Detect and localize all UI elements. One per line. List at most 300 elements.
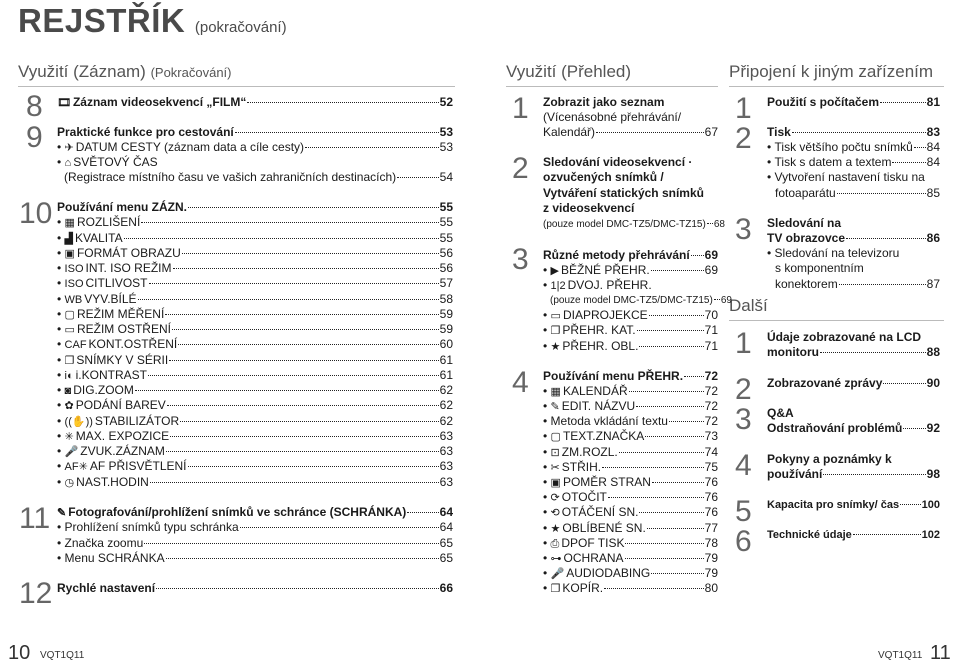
index-entry-text bbox=[543, 399, 635, 415]
entry-label: Praktické funkce pro cestování bbox=[57, 125, 234, 139]
entry-page-number: 52 bbox=[439, 95, 453, 109]
index-entry[interactable] bbox=[543, 369, 718, 384]
index-entry[interactable] bbox=[543, 248, 718, 263]
index-entry[interactable] bbox=[57, 276, 453, 292]
index-entry[interactable] bbox=[543, 110, 718, 125]
entry-label: s komponentním bbox=[775, 261, 864, 275]
chapter-number: 3 bbox=[512, 243, 529, 276]
entry-label: ZM.ROZL. bbox=[561, 445, 618, 459]
entry-page-number: 92 bbox=[926, 421, 940, 435]
dot-leader bbox=[637, 330, 704, 331]
index-entry-text bbox=[57, 292, 137, 308]
entry-page-number: 77 bbox=[704, 521, 718, 535]
dot-leader bbox=[148, 375, 439, 376]
dot-leader bbox=[305, 147, 439, 148]
index-entry[interactable] bbox=[57, 444, 453, 460]
index-entry-row bbox=[543, 217, 725, 232]
index-entry[interactable] bbox=[57, 200, 453, 215]
index-entry[interactable] bbox=[543, 308, 718, 324]
index-entry-row bbox=[57, 200, 453, 215]
chapter-number: 1 bbox=[512, 92, 529, 125]
entry-icon: ▦ bbox=[64, 217, 75, 229]
entry-page-number: 84 bbox=[926, 155, 940, 169]
entry-page-number: 76 bbox=[704, 475, 718, 489]
entry-icon: ⊶ bbox=[550, 553, 562, 565]
dot-leader bbox=[247, 102, 438, 103]
index-entry[interactable] bbox=[543, 429, 718, 445]
index-entry[interactable] bbox=[550, 293, 732, 308]
index-entry[interactable] bbox=[543, 399, 718, 415]
index-entry[interactable] bbox=[543, 263, 718, 279]
index-entry[interactable] bbox=[57, 581, 453, 596]
index-entry-row bbox=[767, 406, 940, 421]
entry-page-number: 84 bbox=[926, 140, 940, 154]
index-entry[interactable] bbox=[57, 536, 453, 551]
entry-page-number: 69 bbox=[720, 295, 732, 306]
entry-page-number: 102 bbox=[921, 529, 940, 541]
index-entry-text bbox=[57, 337, 177, 353]
entry-page-number: 65 bbox=[439, 536, 453, 550]
entry-icon: ❐ bbox=[550, 583, 561, 595]
index-entry-row bbox=[57, 155, 453, 171]
entry-label: VYV.BÍLÉ bbox=[84, 292, 137, 306]
index-entry-text bbox=[543, 125, 595, 140]
bullet: • bbox=[57, 261, 62, 275]
entry-icon: ▭ bbox=[550, 310, 561, 322]
entry-icon: ★ bbox=[550, 341, 561, 353]
dot-leader bbox=[651, 573, 703, 574]
document-code-left: VQT1Q11 bbox=[40, 650, 85, 661]
index-entry[interactable] bbox=[57, 429, 453, 445]
index-entry-row bbox=[543, 110, 718, 125]
index-entry[interactable] bbox=[57, 322, 453, 338]
bullet: • bbox=[543, 278, 548, 292]
entry-icon: i◐ bbox=[64, 370, 74, 382]
entry-icon: ▢ bbox=[64, 309, 75, 321]
index-entry[interactable] bbox=[57, 246, 453, 262]
index-entry[interactable] bbox=[767, 452, 940, 467]
dot-leader bbox=[649, 315, 704, 316]
bullet: • bbox=[543, 460, 548, 474]
entry-label: Tisk s datem a textem bbox=[774, 155, 892, 169]
entry-label: Sledování na bbox=[767, 216, 842, 230]
index-entry-row bbox=[57, 398, 453, 414]
dot-leader bbox=[707, 223, 713, 224]
entry-label: Používání menu ZÁZN. bbox=[57, 200, 188, 214]
bullet: • bbox=[57, 246, 62, 260]
index-entry-row bbox=[543, 384, 718, 400]
index-entry[interactable] bbox=[57, 475, 453, 491]
index-entry[interactable] bbox=[543, 125, 718, 140]
index-entry-row bbox=[543, 263, 718, 279]
entry-page-number: 88 bbox=[926, 345, 940, 359]
entry-label: AF PŘISVĚTLENÍ bbox=[89, 459, 187, 473]
page-title-sub: (pokračování) bbox=[194, 19, 287, 36]
index-entry-text bbox=[767, 345, 819, 360]
index-entry[interactable] bbox=[775, 186, 940, 201]
index-entry[interactable] bbox=[543, 339, 718, 355]
index-entry-row bbox=[543, 323, 718, 339]
entry-label: ROZLIŠENÍ bbox=[76, 215, 141, 229]
bullet: • bbox=[57, 383, 62, 397]
dot-leader bbox=[691, 255, 704, 256]
bullet: • bbox=[543, 581, 548, 595]
entry-page-number: 100 bbox=[921, 499, 940, 511]
section-rule bbox=[18, 86, 455, 87]
entry-page-number: 75 bbox=[704, 460, 718, 474]
entry-icon: ISO bbox=[64, 278, 84, 290]
index-entry-text bbox=[543, 170, 664, 185]
index-entry[interactable] bbox=[57, 353, 453, 369]
index-entry-row bbox=[543, 308, 718, 324]
entry-page-number: 72 bbox=[704, 399, 718, 413]
index-entry-text bbox=[543, 429, 644, 445]
index-entry-row bbox=[57, 261, 453, 277]
index-entry-row bbox=[57, 140, 453, 156]
entry-page-number: 59 bbox=[439, 307, 453, 321]
index-entry-text bbox=[57, 353, 168, 369]
dot-leader bbox=[602, 467, 704, 468]
index-entry-text bbox=[64, 170, 396, 185]
entry-page-number: 86 bbox=[926, 231, 940, 245]
index-entry[interactable] bbox=[543, 490, 718, 506]
dot-leader bbox=[820, 352, 926, 353]
entry-icon: ✎ bbox=[57, 507, 67, 519]
index-entry[interactable] bbox=[767, 170, 940, 185]
entry-icon: ❐ bbox=[64, 355, 75, 367]
entry-icon: AF✳ bbox=[64, 461, 88, 473]
entry-icon: WB bbox=[64, 294, 83, 306]
chapter-number: 6 bbox=[735, 525, 752, 558]
index-entry-text bbox=[57, 444, 165, 460]
dot-leader bbox=[124, 238, 439, 239]
bullet: • bbox=[57, 155, 62, 169]
index-entry-row bbox=[767, 246, 940, 261]
entry-page-number: 90 bbox=[926, 376, 940, 390]
dot-leader bbox=[652, 482, 704, 483]
entry-label: TEXT.ZNAČKA bbox=[562, 429, 645, 443]
index-entry[interactable] bbox=[57, 307, 453, 323]
entry-icon: 🎤 bbox=[64, 446, 79, 458]
dot-leader bbox=[149, 283, 439, 284]
index-entry-text bbox=[57, 140, 304, 156]
index-entry[interactable] bbox=[57, 520, 453, 535]
section-rule bbox=[729, 320, 944, 321]
entry-icon: ⌂ bbox=[64, 157, 72, 169]
index-entry-text bbox=[543, 95, 664, 110]
index-entry[interactable] bbox=[57, 215, 453, 231]
entry-icon: ▭ bbox=[64, 324, 75, 336]
index-entry[interactable] bbox=[57, 140, 453, 156]
entry-label: DPOF TISK bbox=[561, 536, 625, 550]
index-entry[interactable] bbox=[767, 95, 940, 110]
index-entry-row bbox=[57, 536, 453, 551]
dot-leader bbox=[853, 534, 921, 535]
bullet: • bbox=[57, 337, 62, 351]
index-entry[interactable] bbox=[57, 155, 453, 171]
bullet: • bbox=[543, 429, 548, 443]
entry-label: DATUM CESTY (záznam data a cíle cesty) bbox=[75, 140, 305, 154]
index-entry-text bbox=[543, 566, 650, 582]
index-entry[interactable] bbox=[543, 460, 718, 476]
index-entry[interactable] bbox=[543, 566, 718, 582]
index-entry[interactable] bbox=[57, 551, 453, 566]
entry-label: TV obrazovce bbox=[767, 231, 846, 245]
index-entry[interactable] bbox=[543, 581, 718, 597]
index-entry[interactable] bbox=[767, 330, 940, 345]
index-entry[interactable] bbox=[767, 406, 940, 421]
index-entry[interactable] bbox=[543, 505, 718, 521]
index-entry[interactable] bbox=[543, 217, 725, 232]
bullet: • bbox=[543, 399, 548, 413]
entry-icon: ✿ bbox=[64, 400, 74, 412]
section-heading-pripojeni: Připojení k jiným zařízením bbox=[729, 62, 934, 81]
index-entry[interactable] bbox=[767, 376, 940, 391]
index-entry-row bbox=[57, 383, 453, 399]
index-entry[interactable] bbox=[767, 155, 940, 170]
index-entry-row bbox=[543, 186, 718, 201]
entry-icon: ISO bbox=[64, 263, 84, 275]
index-entry-row bbox=[543, 248, 718, 263]
index-entry[interactable] bbox=[57, 95, 453, 111]
index-entry-text bbox=[57, 505, 406, 521]
index-entry-row bbox=[57, 551, 453, 566]
dot-leader bbox=[639, 512, 703, 513]
dot-leader bbox=[144, 543, 438, 544]
dot-leader bbox=[604, 588, 704, 589]
index-entry-row bbox=[543, 429, 718, 445]
index-entry-row bbox=[767, 140, 940, 155]
index-entry[interactable] bbox=[57, 261, 453, 277]
chapter-number: 3 bbox=[735, 213, 752, 246]
index-entry[interactable] bbox=[64, 170, 453, 185]
entry-label: BĚŽNÉ PŘEHR. bbox=[561, 263, 650, 277]
bullet: • bbox=[57, 459, 62, 473]
index-entry-row bbox=[543, 125, 718, 140]
bullet: • bbox=[543, 308, 548, 322]
bullet: • bbox=[57, 520, 62, 534]
page-number-left: 10 bbox=[8, 642, 31, 664]
index-entry-row bbox=[57, 581, 453, 596]
index-entry[interactable] bbox=[543, 95, 718, 110]
entry-icon: ▶ bbox=[550, 265, 560, 277]
index-entry[interactable] bbox=[543, 445, 718, 461]
entry-label: PŘEHR. KAT. bbox=[562, 323, 636, 337]
index-entry[interactable] bbox=[767, 246, 940, 261]
entry-label: Vytvoření nastavení tisku na bbox=[774, 170, 925, 184]
dot-leader bbox=[880, 102, 926, 103]
entry-page-number: 66 bbox=[439, 581, 453, 595]
dot-leader bbox=[645, 436, 703, 437]
bullet: • bbox=[57, 322, 62, 336]
index-entry[interactable] bbox=[57, 125, 453, 140]
index-entry-row bbox=[57, 429, 453, 445]
entry-label: Kapacita pro snímky/ čas bbox=[767, 499, 900, 511]
entry-label: DVOJ. PŘEHR. bbox=[567, 278, 652, 292]
index-entry-text bbox=[57, 322, 171, 338]
chapter-number: 1 bbox=[735, 92, 752, 125]
index-entry[interactable] bbox=[543, 475, 718, 491]
entry-page-number: 83 bbox=[926, 125, 940, 139]
entry-label: REŽIM MĚŘENÍ bbox=[76, 307, 165, 321]
index-entry[interactable] bbox=[543, 323, 718, 339]
dot-leader bbox=[823, 474, 925, 475]
dot-leader bbox=[165, 314, 438, 315]
index-entry[interactable] bbox=[767, 345, 940, 360]
index-entry[interactable] bbox=[57, 398, 453, 414]
entry-label: fotoaparátu bbox=[775, 186, 836, 200]
index-entry-row bbox=[767, 231, 940, 246]
entry-icon: ⟲ bbox=[550, 507, 560, 519]
entry-label: OTÁČENÍ SN. bbox=[561, 505, 639, 519]
index-entry[interactable] bbox=[767, 467, 940, 482]
bullet: • bbox=[543, 339, 548, 353]
index-entry[interactable] bbox=[543, 384, 718, 400]
entry-label: CITLIVOST bbox=[85, 276, 148, 290]
index-entry[interactable] bbox=[57, 505, 453, 521]
bullet: • bbox=[57, 368, 62, 382]
index-entry-row bbox=[57, 246, 453, 262]
entry-label: Prohlížení snímků typu schránka bbox=[64, 520, 239, 534]
entry-icon: 🎞 bbox=[57, 97, 71, 109]
index-entry-row bbox=[767, 498, 940, 513]
entry-label: SNÍMKY V SÉRII bbox=[76, 353, 169, 367]
dot-leader bbox=[837, 193, 926, 194]
index-entry-text bbox=[543, 186, 704, 201]
index-entry-text bbox=[57, 215, 140, 231]
index-entry-text bbox=[543, 384, 628, 400]
index-entry[interactable] bbox=[767, 528, 940, 543]
index-entry-row bbox=[543, 95, 718, 110]
index-entry[interactable] bbox=[543, 536, 718, 552]
index-entry[interactable] bbox=[767, 216, 940, 231]
entry-page-number: 61 bbox=[439, 353, 453, 367]
index-entry-text bbox=[767, 155, 891, 170]
index-entry-row bbox=[57, 337, 453, 353]
index-entry[interactable] bbox=[767, 231, 940, 246]
index-entry-text bbox=[775, 186, 836, 201]
index-entry[interactable] bbox=[775, 261, 940, 276]
index-entry-row bbox=[543, 460, 718, 476]
index-entry[interactable] bbox=[543, 521, 718, 537]
bullet: • bbox=[767, 155, 772, 169]
index-entry-text bbox=[57, 155, 158, 171]
index-entry-row bbox=[57, 444, 453, 460]
index-entry-text bbox=[543, 460, 601, 476]
index-entry[interactable] bbox=[543, 201, 718, 216]
index-entry[interactable] bbox=[543, 278, 718, 294]
bullet: • bbox=[543, 475, 548, 489]
entry-label: Kalendář) bbox=[543, 125, 596, 139]
index-entry[interactable] bbox=[775, 277, 940, 292]
chapter-number: 8 bbox=[26, 90, 43, 123]
dot-leader bbox=[170, 436, 439, 437]
index-entry-text bbox=[543, 339, 638, 355]
index-entry[interactable] bbox=[57, 231, 453, 247]
section-heading-dalsi: Další bbox=[729, 296, 768, 315]
index-entry-row bbox=[543, 536, 718, 552]
chapter-number: 3 bbox=[735, 403, 752, 436]
dot-leader bbox=[903, 428, 925, 429]
index-entry[interactable] bbox=[543, 551, 718, 567]
dot-leader bbox=[172, 329, 439, 330]
index-entry-row bbox=[543, 566, 718, 582]
index-entry[interactable] bbox=[767, 498, 940, 513]
entry-label: Fotografování/prohlížení snímků ve schránce (SCHRÁNKA) bbox=[68, 505, 407, 519]
index-entry-row bbox=[57, 368, 453, 384]
entry-page-number: 79 bbox=[704, 551, 718, 565]
index-entry-text bbox=[543, 445, 618, 461]
index-entry[interactable] bbox=[543, 414, 718, 429]
index-entry[interactable] bbox=[543, 155, 718, 170]
index-entry-text bbox=[57, 459, 187, 475]
index-entry-text bbox=[57, 231, 123, 247]
bullet: • bbox=[767, 140, 772, 154]
section-heading-zaznam: Využití (Záznam) (Pokračování) bbox=[18, 62, 232, 81]
index-entry-row bbox=[57, 215, 453, 231]
section-rule bbox=[506, 86, 718, 87]
entry-label: (pouze model DMC-TZ5/DMC-TZ15) bbox=[550, 295, 713, 306]
entry-label: EDIT. NÁZVU bbox=[561, 399, 636, 413]
bullet: • bbox=[543, 505, 548, 519]
index-entry-text bbox=[543, 414, 668, 429]
index-entry[interactable] bbox=[57, 337, 453, 353]
index-entry-text bbox=[57, 475, 149, 491]
index-entry[interactable] bbox=[767, 140, 940, 155]
entry-page-number: 63 bbox=[439, 475, 453, 489]
index-entry-row bbox=[775, 277, 940, 292]
index-entry[interactable] bbox=[57, 383, 453, 399]
index-entry-text bbox=[57, 368, 147, 384]
entry-icon: ((✋)) bbox=[64, 416, 93, 428]
index-entry-text bbox=[543, 323, 636, 339]
index-entry-text bbox=[543, 110, 681, 125]
index-entry[interactable] bbox=[543, 186, 718, 201]
entry-icon: ★ bbox=[550, 523, 561, 535]
dot-leader bbox=[883, 383, 925, 384]
index-entry-text bbox=[57, 200, 187, 215]
index-entry[interactable] bbox=[57, 459, 453, 475]
entry-page-number: 59 bbox=[439, 322, 453, 336]
index-entry-text bbox=[543, 308, 648, 324]
index-entry[interactable] bbox=[543, 170, 718, 185]
dot-leader bbox=[240, 527, 439, 528]
index-entry-text bbox=[543, 217, 706, 232]
index-entry-row bbox=[543, 475, 718, 491]
entry-label: používání bbox=[767, 467, 823, 481]
entry-page-number: 62 bbox=[439, 398, 453, 412]
entry-label: i.KONTRAST bbox=[75, 368, 147, 382]
index-entry-row bbox=[543, 505, 718, 521]
index-entry-row bbox=[57, 353, 453, 369]
index-entry-text bbox=[57, 276, 148, 292]
dot-leader bbox=[173, 268, 439, 269]
index-entry[interactable] bbox=[767, 125, 940, 140]
index-entry-text bbox=[57, 398, 166, 414]
index-entry-text bbox=[543, 155, 692, 170]
index-entry-row bbox=[543, 521, 718, 537]
entry-page-number: 73 bbox=[704, 429, 718, 443]
index-entry-row bbox=[543, 581, 718, 597]
index-entry[interactable] bbox=[57, 368, 453, 384]
index-entry[interactable] bbox=[57, 414, 453, 430]
index-entry-row bbox=[543, 155, 718, 170]
bullet: • bbox=[543, 414, 548, 428]
index-entry[interactable] bbox=[57, 292, 453, 308]
index-entry-row bbox=[767, 125, 940, 140]
entry-page-number: 57 bbox=[439, 276, 453, 290]
index-entry[interactable] bbox=[767, 421, 940, 436]
